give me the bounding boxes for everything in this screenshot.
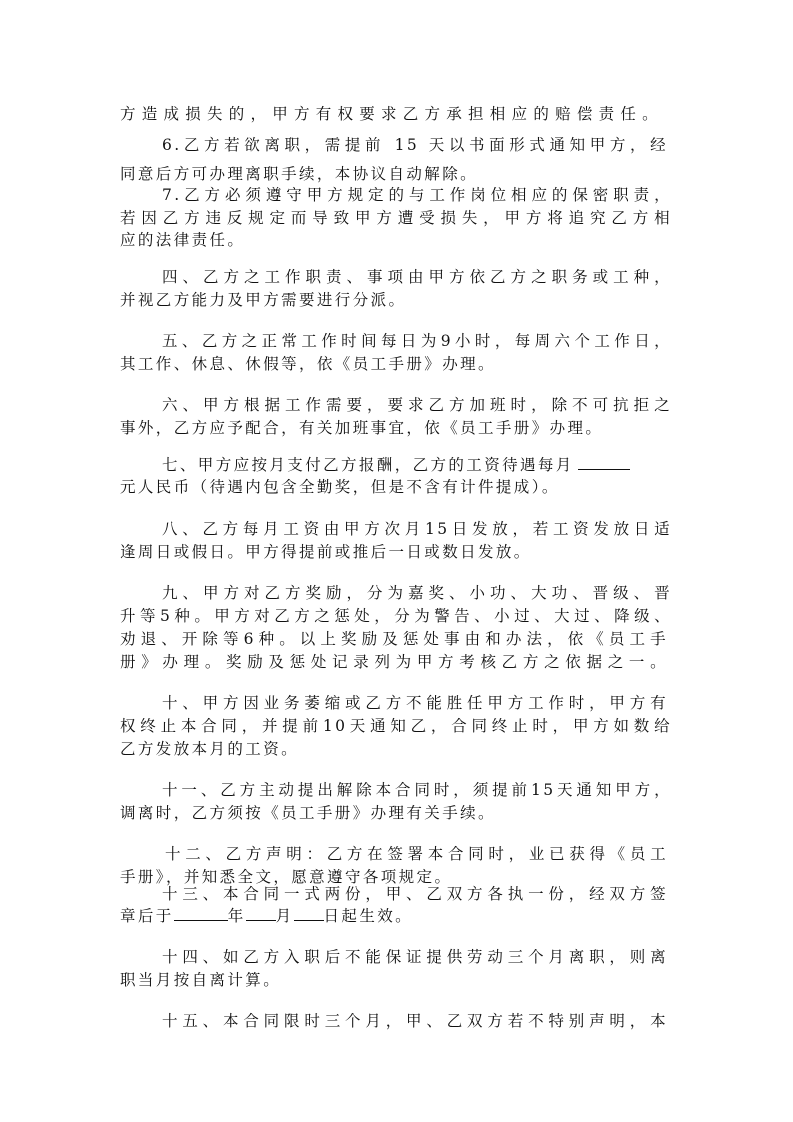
section-4-line-2: 并视乙方能力及甲方需要进行分派。 [120, 291, 407, 309]
clause-damage-line-1: 方造成损失的，甲方有权要求乙方承担相应的赔偿责任。 [120, 105, 660, 123]
day-blank-field[interactable] [294, 906, 324, 921]
section-10-line-2: 权终止本合同，并提前10天通知乙，合同终止时，甲方如数给 [120, 717, 672, 735]
section-11-line-2: 调离时，乙方须按《员工手册》办理有关手续。 [120, 804, 496, 822]
section-10-line-3: 乙方发放本月的工资。 [120, 740, 300, 758]
section-9-line-3: 劝退、开除等6种。以上奖励及惩处事由和办法，依《员工手 [120, 630, 668, 648]
clause-7-line-3: 应的法律责任。 [120, 231, 246, 249]
section-15-line-1: 十五、本合同限时三个月，甲、乙双方若不特别声明，本 [162, 1012, 668, 1030]
section-9-line-2: 升等5种。甲方对乙方之惩处，分为警告、小过、大过、降级、 [120, 607, 672, 625]
section-13-line-2 [120, 906, 413, 926]
salary-blank-field[interactable] [578, 455, 630, 470]
section-10-line-1: 十、甲方因业务萎缩或乙方不能胜任甲方工作时，甲方有 [162, 694, 668, 712]
section-7-line-2: 元人民币（待遇内包含全勤奖，但是不含有计件提成）。 [120, 478, 560, 496]
section-9-line-1: 九、甲方对乙方奖励，分为嘉奖、小功、大功、晋级、晋 [162, 584, 672, 602]
section-6-line-2: 事外，乙方应予配合，有关加班事宜，依《员工手册》办理。 [120, 419, 604, 437]
section-7-line-1 [162, 455, 630, 475]
section-14-line-2: 职当月按自离计算。 [120, 971, 282, 989]
section-8-line-1: 八、乙方每月工资由甲方次月15日发放，若工资发放日适 [162, 520, 672, 538]
section-14-line-1: 十四、如乙方入职后不能保证提供劳动三个月离职，则离 [162, 948, 668, 966]
day-label: 日起生效。 [323, 907, 414, 925]
section-12-line-2: 手册》，并知悉全文，愿意遵守各项规定。 [120, 868, 453, 886]
section-12-line-1: 十二、乙方声明：乙方在签署本合同时，业已获得《员工 [165, 845, 668, 863]
effective-date-prefix: 章后于 [120, 907, 174, 925]
section-9-line-4: 册》办理。奖励及惩处记录列为甲方考核乙方之依据之一。 [120, 653, 668, 671]
clause-6-line-2: 同意后方可办理离职手续，本协议自动解除。 [120, 165, 479, 183]
section-6-line-1: 六、甲方根据工作需要，要求乙方加班时，除不可抗拒之 [162, 396, 672, 414]
section-11-line-1: 十一、乙方主动提出解除本合同时，须提前15天通知甲方， [162, 781, 672, 799]
year-label: 年 [227, 907, 246, 925]
month-label: 月 [275, 907, 294, 925]
section-7-text: 七、甲方应按月支付乙方报酬，乙方的工资待遇每月 [162, 456, 574, 474]
year-blank-field[interactable] [174, 906, 228, 921]
section-8-line-2: 逢周日或假日。甲方得提前或推后一日或数日发放。 [120, 543, 532, 561]
clause-6-line-1: 6.乙方若欲离职，需提前 15 天以书面形式通知甲方，经 [162, 136, 668, 154]
section-4-line-1: 四、乙方之工作职责、事项由甲方依乙方之职务或工种， [162, 268, 672, 286]
month-blank-field[interactable] [246, 906, 276, 921]
clause-7-line-2: 若因乙方违反规定而导致甲方遭受损失，甲方将追究乙方相 [120, 209, 672, 227]
clause-7-line-1: 7.乙方必须遵守甲方规定的与工作岗位相应的保密职责， [162, 186, 672, 204]
section-13-line-1: 十三、本合同一式两份，甲、乙双方各执一份，经双方签 [162, 885, 668, 903]
section-5-line-1: 五、乙方之正常工作时间每日为9小时，每周六个工作日， [162, 332, 672, 350]
section-5-line-2: 其工作、休息、休假等，依《员工手册》办理。 [120, 355, 496, 373]
